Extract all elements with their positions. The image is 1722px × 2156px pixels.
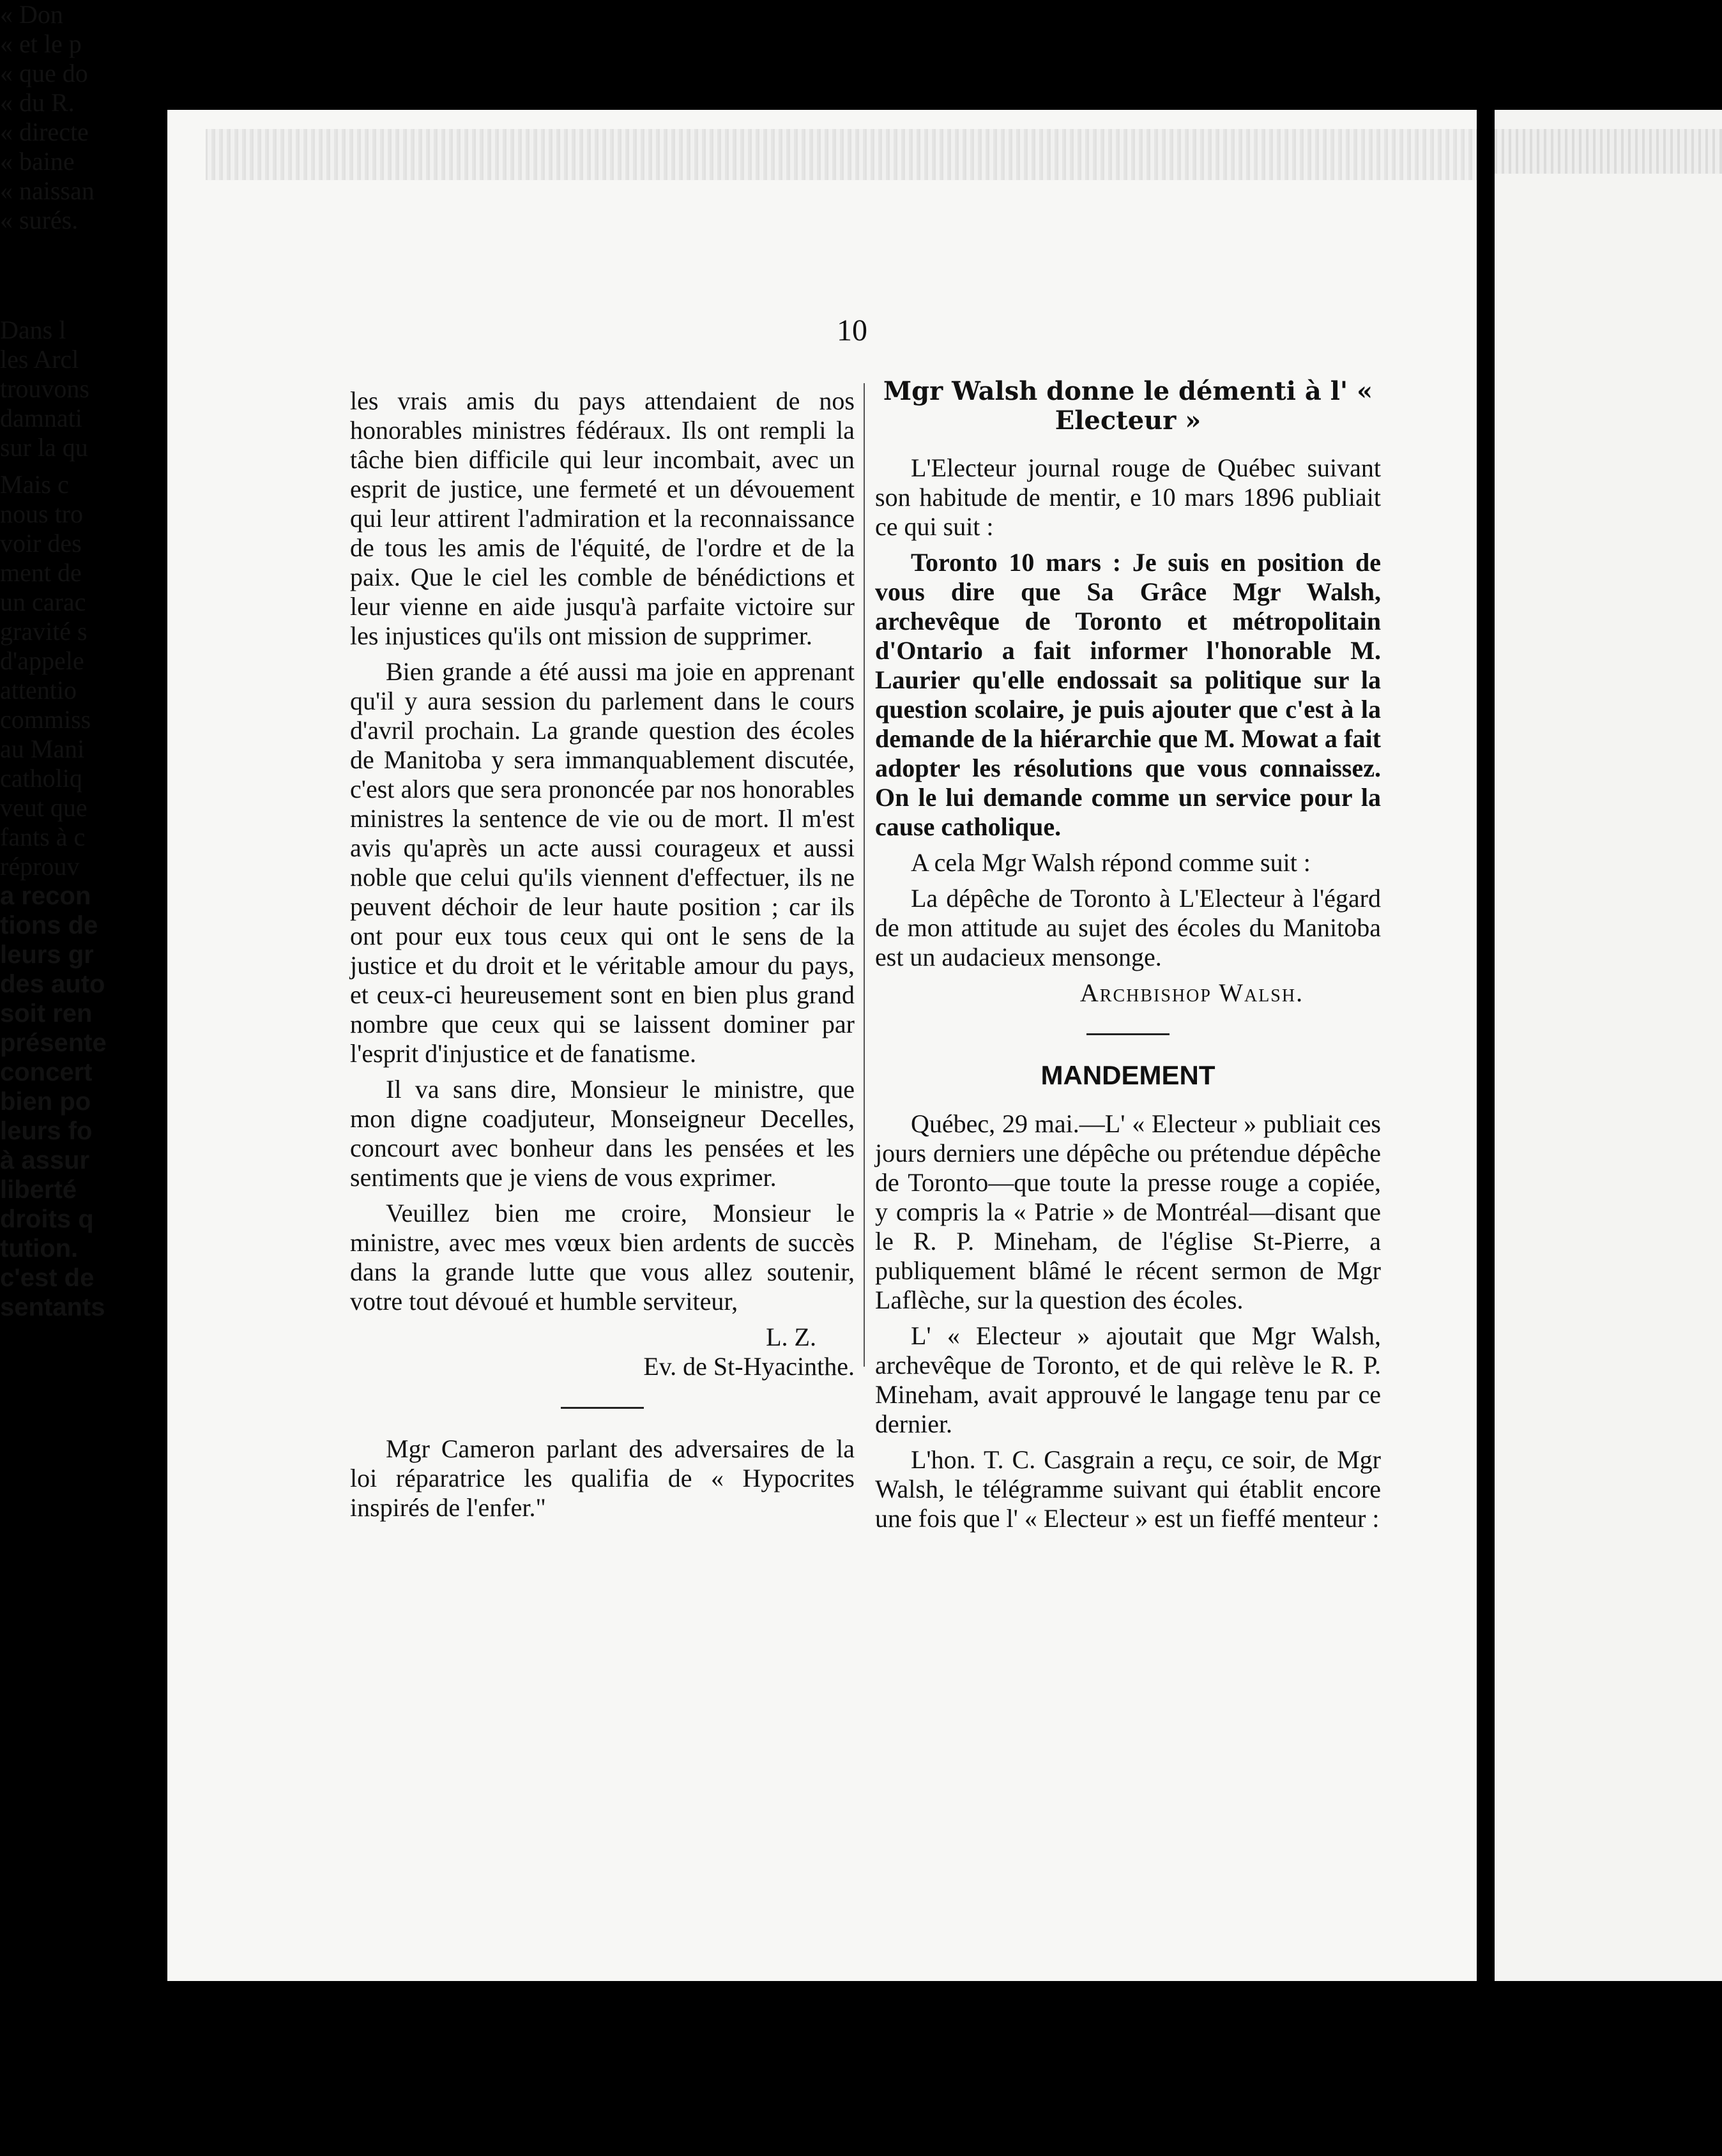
partial-bold-block [0, 881, 118, 1322]
right-page [1495, 110, 1722, 1981]
partial-line: fants à c [0, 823, 86, 851]
partial-line: sentants [0, 1293, 105, 1321]
partial-paragraph [0, 470, 118, 881]
article-heading: Mgr Walsh donne le démenti à l' « Electeur » [883, 376, 1373, 436]
partial-line: « et le p [0, 29, 82, 58]
partial-line: « du R. [0, 88, 75, 117]
partial-line: commiss [0, 705, 91, 734]
paragraph: L'hon. T. C. Casgrain a reçu, ce soir, de Mgr Walsh, le télégramme suivant qui établit encore une fois que l' « Electeur » est un fieffé menteur : [875, 1445, 1381, 1533]
partial-line: présente [0, 1029, 107, 1057]
partial-line: trouvons [0, 374, 89, 403]
signature-title: Ev. de St-Hyacinthe. [643, 1352, 855, 1381]
partial-line: voir des [0, 529, 82, 558]
paragraph: A cela Mgr Walsh répond comme suit : [911, 848, 1311, 877]
partial-line: gravité s [0, 617, 88, 646]
paragraph: Québec, 29 mai.—L' « Electeur » publiait ces jours derniers une dépêche ou prétendue dépêche de Toronto—que toute la presse rouge a copiée, y compris la « Patrie » de Montréal—disant que le R. P. Mineham, de l'église St-Pierre, a publiquement blâmé le récent sermon de Mgr Laflèche, sur la question des écoles. [875, 1109, 1381, 1314]
partial-line: liberté [0, 1176, 77, 1204]
paragraph: L'Electeur journal rouge de Québec suivant son habitude de mentir, e 10 mars 1896 publiait ce qui suit : [875, 453, 1381, 541]
partial-line: « que do [0, 59, 88, 87]
paragraph: les vrais amis du pays attendaient de nos honorables ministres fédéraux. Ils ont rempli la tâche bien difficile qui leur incombait, avec un esprit de justice, une fermeté et un dévouement qui leur attirent l'admiration et la reconnaissance de tous les amis de l'équité, de l'ordre et de la paix. Que le ciel les comble de bénédictions et leur vienne en aide jusqu'à parfaite victoire sur les injustices qu'ils ont mission de supprimer. [350, 386, 855, 650]
partial-line: Dans l [0, 315, 66, 344]
partial-line: leurs gr [0, 941, 94, 969]
reply-signature: Archbishop Walsh. [1079, 978, 1304, 1007]
partial-line: « directe [0, 118, 89, 146]
section-divider [561, 1407, 644, 1409]
partial-line: réprouv [0, 852, 80, 881]
page-top-grain [206, 129, 1477, 180]
partial-line: damnati [0, 404, 82, 432]
paragraph: Veuillez bien me croire, Monsieur le ministre, avec mes vœux bien ardents de succès dans la grande lutte que vous allez soutenir, votre tout dévoué et humble serviteur, [350, 1199, 855, 1316]
spacer [0, 462, 118, 470]
partial-quote-block [0, 0, 118, 235]
paragraph: Bien grande a été aussi ma joie en apprenant qu'il y aura session du parlement dans le cours d'avril prochain. La grande question des écoles de Manitoba y sera immanquablement discutée, c'est alors que sera prononcée par nos honorables ministres la sentence de vie ou de mort. Il m'est avis qu'après un acte aussi courageux et aussi noble que celui qu'ils viennent d'effectuer, ils ne peuvent déchoir de leur haute position ; car ils ont pour eux tous ceux qui ont le sens de la justice et du droit et le véritable amour du pays, et ceux-ci heureusement sont en bien plus grand nombre que ceux qui se laissent dominer par l'esprit d'injustice et de fanatisme. [350, 657, 855, 1068]
partial-line: veut que [0, 793, 88, 822]
quoted-dispatch: Toronto 10 mars : Je suis en position de vous dire que Sa Grâce Mgr Walsh, archevêque de Toronto et métropolitain d'Ontario a fait informer l'honorable M. Laurier qu'elle endossait sa politique sur la question scolaire, je puis ajouter que c'est à la demande de la hiérarchie que M. Mowat a fait adopter les résolutions que vous connaissez. On le lui demande comme un service pour la cause catholique. [875, 548, 1381, 841]
paragraph: Mgr Cameron parlant des adversaires de la loi réparatrice les qualifia de « Hypocrites inspirés de l'enfer." [350, 1434, 855, 1522]
partial-line: au Mani [0, 734, 85, 763]
partial-line: « Don [0, 0, 63, 29]
partial-line: concert [0, 1058, 93, 1086]
partial-line: c'est de [0, 1264, 95, 1292]
partial-line: nous tro [0, 499, 83, 528]
partial-line: sur la qu [0, 433, 88, 462]
partial-line: catholiq [0, 764, 82, 793]
partial-line: droits q [0, 1205, 94, 1233]
partial-line: bien po [0, 1088, 91, 1116]
partial-line: « surés. [0, 206, 79, 234]
column-rule [864, 383, 865, 1367]
section-divider [1086, 1033, 1170, 1035]
partial-paragraph [0, 315, 118, 462]
page-top-grain [1495, 129, 1722, 174]
partial-line: les Arcl [0, 345, 79, 374]
partial-line: Mais c [0, 470, 69, 499]
partial-line: attentio [0, 676, 77, 704]
signature-initials: L. Z. [766, 1323, 816, 1351]
partial-line: d'appele [0, 646, 84, 675]
right-partial-column [0, 0, 118, 1322]
partial-line: a recon [0, 882, 91, 910]
partial-line: leurs fo [0, 1117, 93, 1145]
paragraph: L' « Electeur » ajoutait que Mgr Walsh, archevêque de Toronto, et de qui relève le R. P. Mineham, avait approuvé le langage tenu par ce dernier. [875, 1321, 1381, 1438]
quoted-reply: La dépêche de Toronto à L'Electeur à l'égard de mon attitude au sujet des écoles du Manitoba est un audacieux mensonge. [875, 884, 1381, 971]
middle-text-column [875, 377, 1381, 1540]
partial-line: tions de [0, 911, 98, 939]
partial-line: « naissan [0, 176, 95, 205]
spacer [0, 235, 118, 315]
partial-line: soit ren [0, 999, 93, 1028]
paragraph: Il va sans dire, Monsieur le ministre, que mon digne coadjuteur, Monseigneur Decelles, concourt avec bonheur dans les pensées et les sentiments que je viens de vous exprimer. [350, 1075, 855, 1192]
partial-line: un carac [0, 588, 86, 616]
section-heading: MANDEMENT [1040, 1060, 1215, 1090]
book-spine [1482, 115, 1495, 1986]
partial-line: à assur [0, 1146, 90, 1174]
partial-line: « baine [0, 147, 75, 176]
left-text-column [350, 386, 855, 1529]
page-number: 10 [837, 314, 867, 347]
partial-line: des auto [0, 970, 105, 998]
partial-line: tution. [0, 1234, 79, 1263]
partial-line: ment de [0, 558, 82, 587]
